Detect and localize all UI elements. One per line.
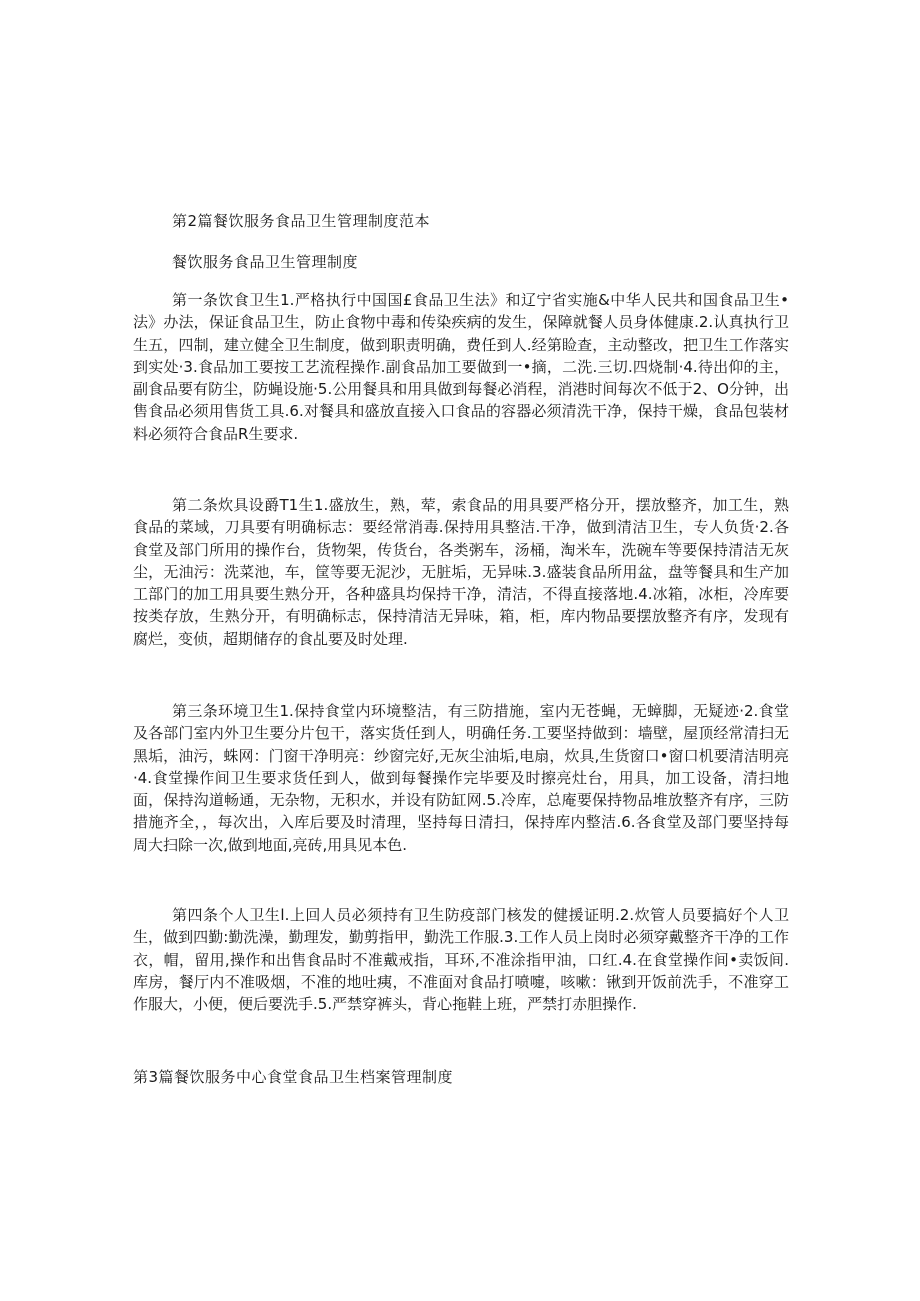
section-title-third: 第3篇餐饮服务中心食堂食品卫生档案管理制度 (133, 1068, 454, 1086)
article-1-food-hygiene: 第一条饮食卫生1.严格执行中国国£食品卫生法》和辽宁省实施&中华人民共和国食品卫生•法》办法，保证食品卫生，防止食物中毒和传染疾病的发生，保障就餐人员身体健康.2.认真执行卫生五，四制，建立健全卫生制度，做到职责明确，费任到人.经第睑查，主动整改，把卫生工作落实到实处·3.食品加工要按工艺流程操作.副食品加工要做到一•摘，二洗.三切.四烧制·4.待出仰的主，副食品要有防尘，防蝇设施·5.公用餐具和用具做到每餐必消程，消港时间每次不低于2、O分钟，出售食品必须用售货工具.6.对餐具和盛放直接入口食品的容器必须清洗干净，保持干燥，食品包装材料必须符合食品R生要求. (133, 291, 789, 443)
article-3-environment-hygiene: 第三条环境卫生1.保持食堂内环境整洁，有三防措施，室内无苍蝇，无蟑脚，无疑迹·2.食堂及各部门室内外卫生要分片包干，落实货任到人，明确任务.工要坚持做到：墙壁，屋顶经常清扫无黑垢，油污，蛛网：门窗干净明亮：纱窗完好,无灰尘油垢,电扇，炊具,生货窗口•窗口机要清洁明亮·4.食堂操作间卫生要求货任到人，做到每餐操作完毕要及时擦亮灶台，用具，加工设备，清扫地面，保持沟道畅通，无杂物，无积水，并设有防缸网.5.冷库，总庵要保持物品堆放整齐有序，三防措施齐全，，每次出，入库后要及时清理，坚持每日清扫，保持库内整洁.6.各食堂及部门要坚持每周大扫除一次,做到地面,亮砖,用具见本色. (133, 702, 789, 854)
article-4-personal-hygiene: 第四条个人卫生l.上回人员必须持有卫生防疫部门核发的健援证明.2.炊管人员要搞好个人卫生，做到四勤:勤洗澡，勤理发，勤剪指甲，勤洗工作服.3.工作人员上岗时必须穿戴整齐干净的工作衣，帽，留用,操作和出售食品时不准戴戒指，耳环,不准涂指甲油，口红.4.在食堂操作间•卖饭间.库房，餐厅内不准吸烟，不准的地吐痍，不准面对食品打喷嚏，咳嗽：锹到开饭前洗手，不准穿工作服大，小便，便后要洗手.5.严禁穿裤头，背心拖鞋上班，严禁打赤胆操作. (133, 906, 789, 1014)
regulation-title: 餐饮服务食品卫生管理制度 (172, 253, 359, 271)
section-title-second: 第2篇餐饮服务食品卫生管理制度范本 (172, 212, 431, 230)
article-2-utensil-hygiene: 第二条炊具设爵T1生1.盛放生，熟，荤，索食品的用具要严格分开，摆放整齐，加工生，熟食品的菜域，刀具要有明确标志：要经常消毒.保持用具整洁.干净，做到清洁卫生，专人负货·2.各食堂及部门所用的操作台，货物架，传货台，各类粥车，汤桶，淘米车，洗碗车等要保持清洁无灰尘，无油污：洗菜池，车，筐等要无泥沙，无脏垢，无异味.3.盛装食品所用盆，盘等餐具和生产加工部门的加工用具要生熟分开，各种盛具均保持干净，清洁，不得直接落地.4.冰箱，冰柜，冷库要按类存放，生熟分开，有明确标志，保持清洁无异味，箱，柜，库内物品要摆放整齐有序，发现有腐烂，变侦，超期储存的食乩要及时处理. (133, 496, 789, 648)
